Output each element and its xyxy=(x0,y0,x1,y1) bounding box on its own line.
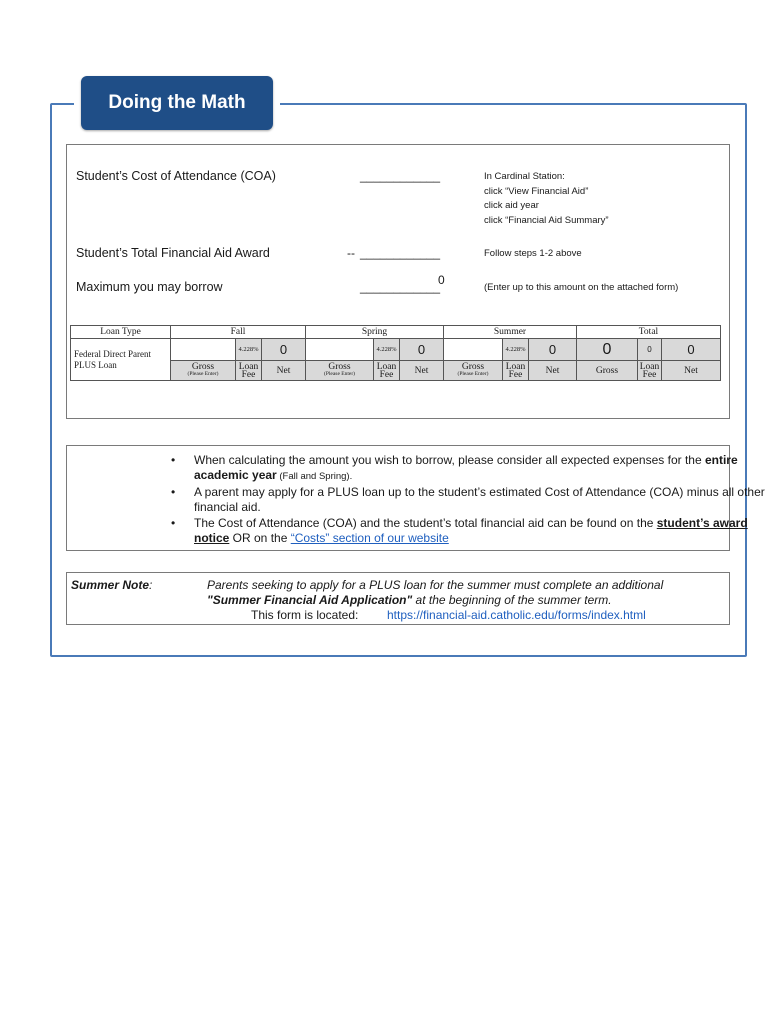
please-enter-text: (Please Enter) xyxy=(187,371,219,377)
aid-input-line[interactable]: ____________ xyxy=(360,246,441,260)
gross-text: Gross xyxy=(191,362,215,372)
summer-gross-label xyxy=(444,361,503,381)
summer-note-line3: This form is located: xyxy=(251,608,359,622)
please-enter-text: (Please Enter) xyxy=(324,371,355,377)
total-fee-value: 0 xyxy=(638,339,662,361)
loan-type-header: Loan Type xyxy=(71,326,171,339)
max-label: Maximum you may borrow xyxy=(76,280,223,294)
fall-fee-pct: 4.228% xyxy=(236,339,262,361)
instruction-line: click “View Financial Aid” xyxy=(484,185,589,197)
fall-header: Fall xyxy=(171,326,306,339)
cardinal-instructions xyxy=(484,170,609,228)
summer-net-label: Net xyxy=(529,361,577,381)
spring-net-value: 0 xyxy=(400,339,444,361)
fall-net-label: Net xyxy=(262,361,306,381)
section-title xyxy=(81,76,273,130)
note-bold: entire academic year xyxy=(194,453,738,482)
total-header: Total xyxy=(577,326,721,339)
fee-text: Fee xyxy=(642,369,657,380)
coa-input-line[interactable]: ____________ xyxy=(360,169,441,183)
note-text: OR on the xyxy=(229,531,291,545)
loan-name-line: Federal Direct Parent xyxy=(74,348,151,359)
summer-loanfee-label xyxy=(503,361,529,381)
loan-type-cell xyxy=(71,339,171,381)
total-net-value: 0 xyxy=(662,339,721,361)
note-text: When calculating the amount you wish to borrow, please consider all expected expenses for the xyxy=(194,453,705,467)
award-notice-text: student’s award notice xyxy=(194,516,748,545)
summer-gross-input[interactable] xyxy=(444,339,503,361)
max-value: 0 xyxy=(438,273,445,287)
total-gross-label: Gross xyxy=(577,361,638,381)
fee-text: Fee xyxy=(241,369,256,380)
loan-table xyxy=(70,325,721,381)
fall-net-value: 0 xyxy=(262,339,306,361)
spring-gross-input[interactable] xyxy=(306,339,374,361)
note-text: The Cost of Attendance (COA) and the student’s total financial aid can be found on the xyxy=(194,516,657,530)
summer-note-line1: Parents seeking to apply for a PLUS loan for the summer must complete an additional xyxy=(207,578,664,592)
summer-net-value: 0 xyxy=(529,339,577,361)
loan-text: Loan xyxy=(639,361,660,372)
summer-app-name: "Summer Financial Aid Application" xyxy=(207,593,413,607)
max-input-line[interactable]: ____________ xyxy=(360,280,441,294)
total-net-label: Net xyxy=(662,361,721,381)
loan-text: Loan xyxy=(238,361,259,372)
spring-gross-label xyxy=(306,361,374,381)
summer-note-box xyxy=(66,572,730,625)
instruction-line: In Cardinal Station: xyxy=(484,171,565,182)
aid-prefix: -- xyxy=(347,246,355,260)
coa-label: Student’s Cost of Attendance (COA) xyxy=(76,169,276,183)
fee-text: Fee xyxy=(379,369,394,380)
summer-note-line2 xyxy=(207,593,612,607)
instruction-line: click “Financial Aid Summary” xyxy=(484,214,609,226)
section-title-text: Doing the Math xyxy=(108,92,246,113)
summer-note-line2-rest: at the beginning of the summer term. xyxy=(412,593,612,607)
total-gross-value: 0 xyxy=(577,339,638,361)
aid-label: Student’s Total Financial Aid Award xyxy=(76,246,270,260)
fall-gross-label xyxy=(171,361,236,381)
summer-header: Summer xyxy=(444,326,577,339)
costs-website-link[interactable]: “Costs” section of our website xyxy=(290,531,449,545)
max-note: (Enter up to this amount on the attached form) xyxy=(484,282,679,293)
frame-gap-right xyxy=(272,98,280,108)
aid-note: Follow steps 1-2 above xyxy=(484,248,582,259)
note-item xyxy=(171,453,770,484)
loan-text: Loan xyxy=(505,361,526,372)
fall-loanfee-label xyxy=(236,361,262,381)
gross-text: Gross xyxy=(461,362,485,372)
spring-net-label: Net xyxy=(400,361,444,381)
note-text: A parent may apply for a PLUS loan up to the student’s estimated Cost of Attendance (COA) minus all other financial aid. xyxy=(194,485,765,514)
please-enter-text: (Please Enter) xyxy=(457,371,489,377)
summer-fee-pct: 4.228% xyxy=(503,339,529,361)
instruction-line: click aid year xyxy=(484,200,539,211)
spring-fee-pct: 4.228% xyxy=(374,339,400,361)
loan-text: Loan xyxy=(376,361,397,372)
spring-header: Spring xyxy=(306,326,444,339)
notes-box xyxy=(66,445,765,551)
fee-text: Fee xyxy=(508,369,523,380)
note-item xyxy=(171,485,770,515)
summer-note-colon: : xyxy=(149,578,153,592)
summer-form-link[interactable]: https://financial-aid.catholic.edu/forms/index.html xyxy=(387,608,646,622)
summer-note-label-text: Summer Note xyxy=(71,578,150,592)
spring-loanfee-label xyxy=(374,361,400,381)
loan-name-line: PLUS Loan xyxy=(74,359,117,370)
gross-text: Gross xyxy=(328,362,351,372)
note-item xyxy=(171,516,770,546)
notes-list xyxy=(171,453,770,547)
note-small: (Fall and Spring). xyxy=(276,471,353,482)
total-loanfee-label xyxy=(638,361,662,381)
summer-note-label xyxy=(71,578,152,592)
fall-gross-input[interactable] xyxy=(171,339,236,361)
